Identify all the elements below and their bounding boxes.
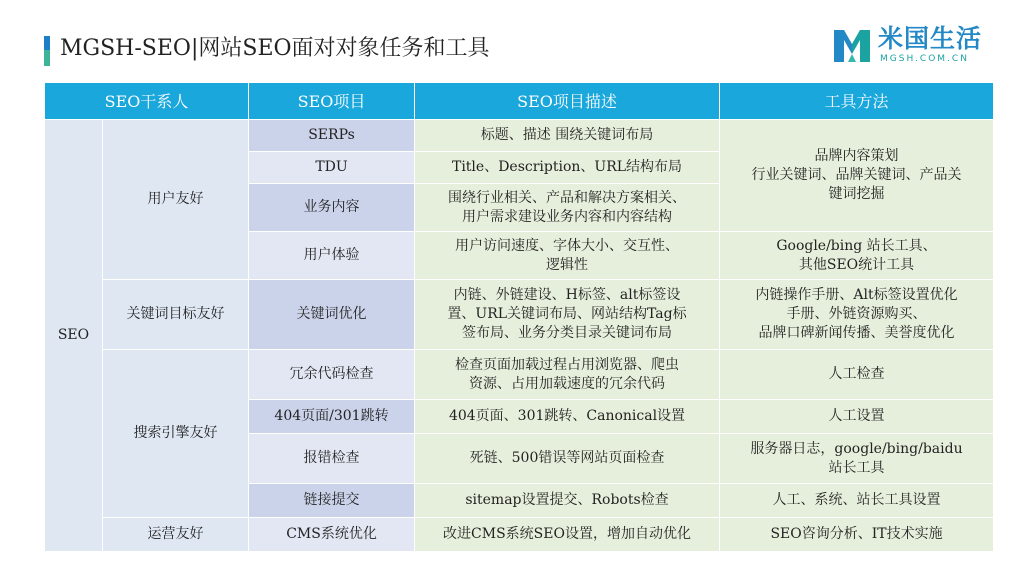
table-row <box>45 350 994 400</box>
group-operations-friendly: 运营友好 <box>103 518 249 552</box>
project-cell: 404页面/301跳转 <box>249 400 415 434</box>
table-row <box>45 120 994 152</box>
description-cell: 改进CMS系统SEO设置，增加自动优化 <box>415 518 720 552</box>
project-cell: 用户体验 <box>249 232 415 280</box>
project-cell: CMS系统优化 <box>249 518 415 552</box>
seo-root-cell: SEO <box>45 120 103 552</box>
description-cell: 围绕行业相关、产品和解决方案相关、 用户需求建设业务内容和内容结构 <box>415 184 720 232</box>
logo-m-icon <box>832 24 872 64</box>
table-row <box>45 280 994 350</box>
header-stakeholder: SEO干系人 <box>45 83 249 120</box>
tools-cell: Google/bing 站长工具、 其他SEO统计工具 <box>720 232 994 280</box>
tools-cell: 人工设置 <box>720 400 994 434</box>
logo-chinese-text: 米国生活 <box>878 24 983 53</box>
description-cell: 用户访问速度、字体大小、交互性、 逻辑性 <box>415 232 720 280</box>
seo-task-table <box>44 82 994 552</box>
tools-cell: 人工、系统、站长工具设置 <box>720 484 994 518</box>
project-cell: 关键词优化 <box>249 280 415 350</box>
description-cell: 内链、外链建设、H标签、alt标签设 置、URL关键词布局、网站结构Tag标 签布局、业务分类目录关键词布局 <box>415 280 720 350</box>
description-cell: Title、Description、URL结构布局 <box>415 152 720 184</box>
tools-cell: 品牌内容策划 行业关键词、品牌关键词、产品关 键词挖掘 <box>720 120 994 232</box>
group-search-engine-friendly: 搜索引擎友好 <box>103 350 249 518</box>
header-project: SEO项目 <box>249 83 415 120</box>
description-cell: sitemap设置提交、Robots检查 <box>415 484 720 518</box>
logo-domain-text: MGSH.COM.CN <box>880 54 969 64</box>
description-cell: 标题、描述 围绕关键词布局 <box>415 120 720 152</box>
description-cell: 检查页面加载过程占用浏览器、爬虫 资源、占用加载速度的冗余代码 <box>415 350 720 400</box>
group-keyword-friendly: 关键词目标友好 <box>103 280 249 350</box>
page-title: MGSH-SEO|网站SEO面对对象任务和工具 <box>60 36 490 61</box>
title-accent-bar-lower <box>44 50 50 66</box>
table-header-row <box>45 83 994 120</box>
tools-cell: 内链操作手册、Alt标签设置优化 手册、外链资源购买、 品牌口碑新闻传播、美誉度优化 <box>720 280 994 350</box>
group-user-friendly: 用户友好 <box>103 120 249 280</box>
description-cell: 死链、500错误等网站页面检查 <box>415 434 720 484</box>
project-cell: 报错检查 <box>249 434 415 484</box>
project-cell: 冗余代码检查 <box>249 350 415 400</box>
header-tools: 工具方法 <box>720 83 994 120</box>
tools-cell: 人工检查 <box>720 350 994 400</box>
project-cell: 业务内容 <box>249 184 415 232</box>
project-cell: SERPs <box>249 120 415 152</box>
table-row <box>45 518 994 552</box>
tools-cell: 服务器日志，google/bing/baidu 站长工具 <box>720 434 994 484</box>
tools-cell: SEO咨询分析、IT技术实施 <box>720 518 994 552</box>
header-description: SEO项目描述 <box>415 83 720 120</box>
brand-logo <box>832 24 1002 68</box>
project-cell: 链接提交 <box>249 484 415 518</box>
project-cell: TDU <box>249 152 415 184</box>
description-cell: 404页面、301跳转、Canonical设置 <box>415 400 720 434</box>
